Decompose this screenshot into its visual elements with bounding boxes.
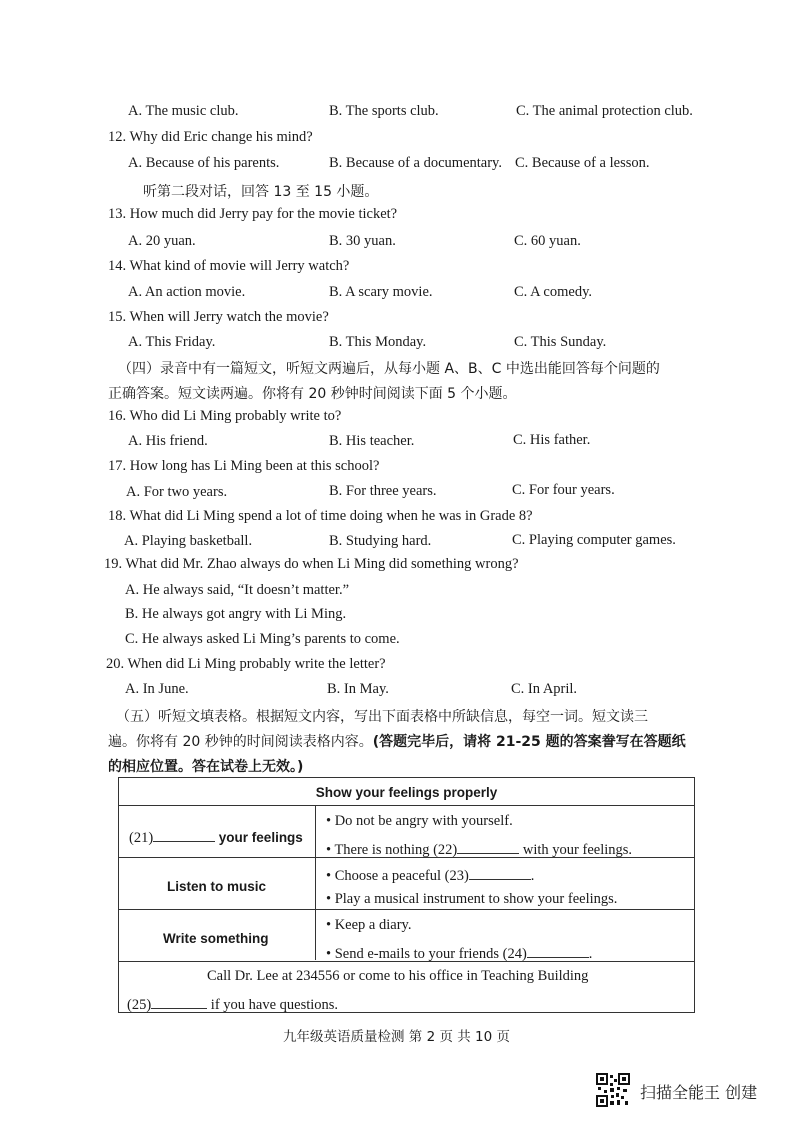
question-14: 14. What kind of movie will Jerry watch? [108,258,350,274]
q14-option-c: C. A comedy. [514,284,593,300]
q16-option-c: C. His father. [513,432,591,448]
row2-label: Listen to music [167,879,267,894]
q12-option-c: C. Because of a lesson. [515,155,650,171]
q15-option-a: A. This Friday. [128,334,216,350]
blank-22[interactable] [457,839,519,854]
dialog-2-instruction: 听第二段对话，回答 13 至 15 小题。 [143,184,379,200]
question-19: 19. What did Mr. Zhao always do when Li Ming did something wrong? [104,556,519,572]
q13-option-c: C. 60 yuan. [514,233,581,249]
q13-option-b: B. 30 yuan. [329,233,396,249]
section-5-line2-bold: (答题完毕后，请将 21-25 题的答案誊写在答题纸 [372,734,686,750]
feelings-table [118,777,695,1013]
q17-option-a: A. For two years. [126,484,228,500]
q14-option-b: B. A scary movie. [329,284,433,300]
section-5-line2-text: 遍。你将有 20 秒钟的时间阅读表格内容。 [108,734,373,750]
question-20: 20. When did Li Ming probably write the letter? [106,656,386,672]
row3-item-2: • Send e-mails to your friends (24) . [326,943,592,963]
q18-option-a: A. Playing basketball. [124,533,253,549]
section-5-instruction-line3: 的相应位置。答在试卷上无效。) [108,759,304,775]
q14-option-a: A. An action movie. [128,284,246,300]
q20-option-c: C. In April. [511,681,578,697]
row1-label-text: your feelings [218,830,303,845]
row1-label [129,827,303,847]
blank-23[interactable] [469,865,531,880]
scanner-watermark: 扫描全能王 创建 [640,1083,758,1102]
row3-label: Write something [163,931,269,946]
question-13: 13. How much did Jerry pay for the movie ticket? [108,206,398,222]
q15-option-c: C. This Sunday. [514,334,607,350]
row3-item-2-text: • Send e-mails to your friends (24) [326,946,527,962]
row1-item-2 [326,839,632,859]
q19-option-a: A. He always said, “It doesn’t matter.” [125,582,350,598]
question-12: 12. Why did Eric change his mind? [108,129,313,145]
row3-item-1: • Keep a diary. [326,917,412,933]
blank-25[interactable] [151,994,207,1009]
q11-option-c: C. The animal protection club. [516,103,693,119]
q16-option-b: B. His teacher. [329,433,415,449]
section-5-instruction-line2 [108,731,686,751]
table-divider [119,857,694,858]
blank-25-number: (25) [127,997,152,1013]
q12-option-b: B. Because of a documentary. [329,155,502,171]
q20-option-a: A. In June. [125,681,189,697]
q19-option-b: B. He always got angry with Li Ming. [125,606,347,622]
row4-line1: Call Dr. Lee at 234556 or come to his office in Teaching Building [207,968,589,984]
q12-option-a: A. Because of his parents. [128,155,280,171]
q11-option-a: A. The music club. [128,103,239,119]
table-column-divider [315,806,316,960]
q18-option-c: C. Playing computer games. [512,532,676,548]
row2-item-1-text: • Choose a peaceful (23) [326,868,469,884]
q17-option-c: C. For four years. [512,482,615,498]
row1-item-2-text: • There is nothing (22) [326,842,458,858]
question-18: 18. What did Li Ming spend a lot of time doing when he was in Grade 8? [108,508,533,524]
row2-item-1: • Choose a peaceful (23) . [326,865,534,885]
blank-24[interactable] [527,943,589,958]
row4-line2-text: if you have questions. [210,997,339,1013]
row1-item-2-end: with your feelings. [522,842,633,858]
table-title: Show your feelings properly [315,785,498,800]
row2-item-2: • Play a musical instrument to show your feelings. [326,891,618,907]
q20-option-b: B. In May. [327,681,389,697]
table-divider [119,805,694,806]
q13-option-a: A. 20 yuan. [128,233,196,249]
blank-21-number: (21) [129,830,154,846]
section-5-instruction-line1: （五）听短文填表格。根据短文内容，写出下面表格中所缺信息，每空一词。短文读三 [116,709,648,725]
row1-item-1: • Do not be angry with yourself. [326,813,513,829]
q17-option-b: B. For three years. [329,483,437,499]
q16-option-a: A. His friend. [128,433,208,449]
question-16: 16. Who did Li Ming probably write to? [108,408,342,424]
table-divider [119,961,694,962]
q11-option-b: B. The sports club. [329,103,439,119]
blank-21[interactable] [153,827,215,842]
question-15: 15. When will Jerry watch the movie? [108,309,329,325]
section-4-instruction-line1: （四）录音中有一篇短文，听短文两遍后，从每小题 A、B、C 中选出能回答每个问题的 [118,361,660,377]
q18-option-b: B. Studying hard. [329,533,432,549]
question-17: 17. How long has Li Ming been at this school? [108,458,380,474]
qr-code-icon [596,1073,630,1107]
section-4-instruction-line2: 正确答案。短文读两遍。你将有 20 秒钟时间阅读下面 5 个小题。 [108,386,517,402]
q19-option-c: C. He always asked Li Ming’s parents to come. [125,631,400,647]
table-divider [119,909,694,910]
page-footer: 九年级英语质量检测 第 2 页 共 10 页 [282,1029,510,1045]
q15-option-b: B. This Monday. [329,334,427,350]
row4-line2 [127,994,338,1014]
